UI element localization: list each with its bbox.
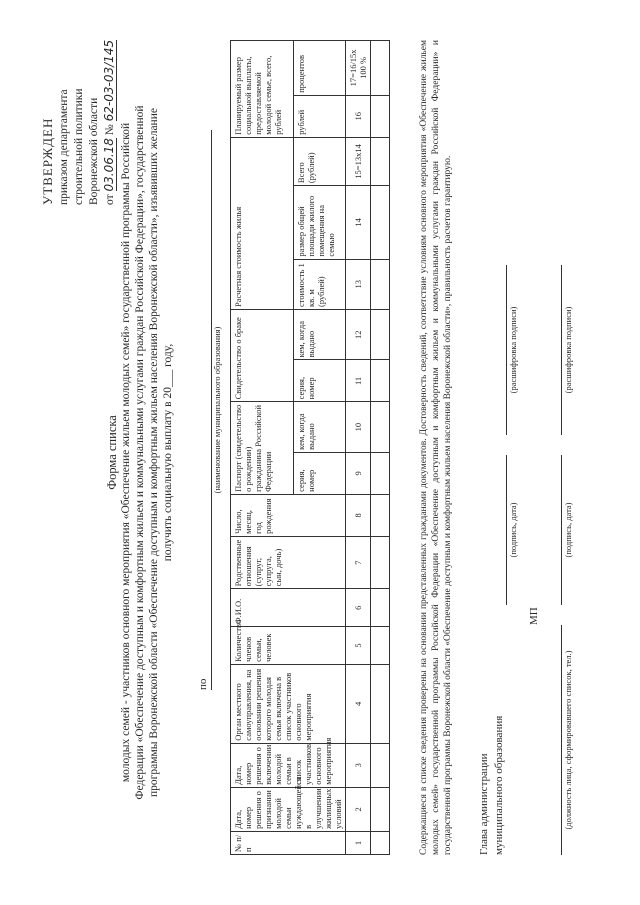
col-num: 12: [346, 309, 371, 359]
col-num: 1: [346, 831, 371, 854]
empty-cell: [371, 186, 390, 260]
subheader-area: размер общей площади жилого помещения на семью: [294, 186, 346, 260]
table-header-row: [231, 41, 294, 855]
header-planned: Планируемый размер социальной выплаты, предоставляемой молодой семье, всего, рублей: [231, 41, 294, 138]
header-birth-cert: Свидетельство о браке: [231, 309, 294, 401]
header-cost: Расчетная стоимость жилья: [231, 137, 294, 309]
col-num: 10: [346, 402, 371, 452]
empty-cell: [371, 536, 390, 589]
head-signature-line: [505, 455, 507, 605]
head-decode-caption: (расшифровка подписи): [508, 306, 518, 394]
form-subtitle-1: молодых семей - участников основного мероприятия «Обеспечение жильем молодых семей» государственной программы Российской: [120, 122, 132, 783]
header-date-decision: Дата, номер решения о признании молодой семьи нуждающейся в улучшении жилищных условий: [231, 787, 346, 831]
form-title: Форма списка: [105, 415, 119, 490]
column-number-row: [346, 41, 371, 855]
col-num: 17=16/15х 100 %: [346, 41, 371, 96]
col-num: 8: [346, 494, 371, 536]
head-subtitle: муниципального образования: [493, 715, 505, 855]
compiler-signature-line: [560, 455, 562, 605]
col-num: 11: [346, 360, 371, 402]
empty-cell: [371, 259, 390, 309]
approval-date: 03.06.18: [102, 138, 116, 192]
compiler-caption: (должность лица, сформировавшего список, тел.): [563, 650, 573, 830]
empty-cell: [371, 402, 390, 452]
approval-number-prefix: №: [104, 124, 116, 136]
empty-cell: [371, 360, 390, 402]
municipality-field: [197, 130, 212, 690]
approval-number: 62-03-03/145: [102, 39, 116, 122]
approval-line-1: приказом департамента: [58, 89, 70, 205]
col-num: 4: [346, 664, 371, 743]
col-num: 5: [346, 627, 371, 665]
subheader-price-sqm: стоимость 1 кв. м (рублей): [294, 259, 346, 309]
compiler-decode-line: [560, 265, 562, 435]
approval-line-3: Воронежской области: [88, 97, 100, 205]
empty-cell: [371, 831, 390, 854]
subheader-issued: кем, когда выдано: [294, 402, 346, 452]
subheader-rub: рублей: [294, 95, 346, 137]
empty-cell: [371, 589, 390, 627]
empty-cell: [371, 452, 390, 494]
empty-cell: [371, 787, 390, 831]
header-date-decision-2: Дата, номер решения о включении молодой семьи в список участников основного мероприятия: [231, 743, 346, 787]
head-title: Глава администрации: [478, 753, 490, 855]
municipality-caption: (наименование муниципального образования): [212, 326, 222, 494]
col-num: 13: [346, 259, 371, 309]
header-num: № п/п: [231, 831, 346, 854]
col-num: 14: [346, 186, 371, 260]
table-row: [371, 41, 390, 855]
subheader-issued-2: кем, когда выдано: [294, 309, 346, 359]
header-relation: Родственные отношения (супруг, супруга, сын, дочь): [231, 536, 346, 589]
col-num: 2: [346, 787, 371, 831]
header-grounds: Орган местного самоуправления, на основании решения которого молодая семья включена в список участников основного мероприятия: [231, 664, 346, 743]
empty-cell: [371, 494, 390, 536]
header-birth: Число, месяц, год рождения: [231, 494, 346, 536]
header-passport: Паспорт (свидетельство о рождении) гражданина Российской Федерации: [231, 402, 294, 494]
form-subtitle-4: получить социальную выплату в 20___ году,: [162, 343, 174, 562]
verification-note: Содержащиеся в списке сведения проверены на основании представленных гражданами документов. Достоверность сведений, соответствие условиям основного мероприятия «Обеспечение жильем молодых семей» государственной программы Российской Федерации «Обеспечение доступным и комфортным жильем и коммунальными услугами граждан Российской Федерации» и государственной программы Воронежской области «Обеспечение доступным и комфортным жильем населения Воронежской области», правильность расчетов гарантирую.: [419, 40, 453, 855]
empty-cell: [371, 41, 390, 96]
form-subtitle-3: программы Воронежской области «Обеспечение доступным и комфортным жильем населения Воронежской области», изъявивших желание: [148, 108, 160, 797]
families-table: [230, 40, 390, 855]
empty-cell: [371, 309, 390, 359]
empty-cell: [371, 743, 390, 787]
head-decode-line: [505, 265, 507, 435]
subheader-percent: процентов: [294, 41, 346, 96]
col-num: 3: [346, 743, 371, 787]
municipality-prefix: по: [197, 678, 209, 690]
col-num: 15=13х14: [346, 137, 371, 185]
compiler-signature-caption: (подпись, дата): [563, 502, 573, 558]
empty-cell: [371, 95, 390, 137]
stamp-placeholder: МП: [528, 607, 540, 625]
empty-cell: [371, 627, 390, 665]
col-num: 16: [346, 95, 371, 137]
empty-cell: [371, 664, 390, 743]
compiler-decode-caption: (расшифровка подписи): [563, 306, 573, 394]
subheader-series-2: серия, номер: [294, 360, 346, 402]
col-num: 7: [346, 536, 371, 589]
col-num: 9: [346, 452, 371, 494]
subheader-series: серия, номер: [294, 452, 346, 494]
approval-line-2: строительной политики: [73, 88, 85, 205]
subheader-total: Всего (рублей): [294, 137, 346, 185]
form-subtitle-2: Федерации «Обеспечение доступным и комфортным жильем и коммунальными услугами граждан Российской Федерации», государственной: [134, 105, 146, 800]
col-num: 6: [346, 589, 371, 627]
approval-heading: УТВЕРЖДЕН: [40, 117, 55, 205]
empty-cell: [371, 137, 390, 185]
header-fio: Ф.И.О.: [231, 589, 346, 627]
compiler-line: [560, 625, 562, 855]
header-members: Количество членов семьи, человек: [231, 627, 346, 665]
approval-date-prefix: от: [104, 194, 116, 205]
head-signature-caption: (подпись, дата): [508, 502, 518, 558]
